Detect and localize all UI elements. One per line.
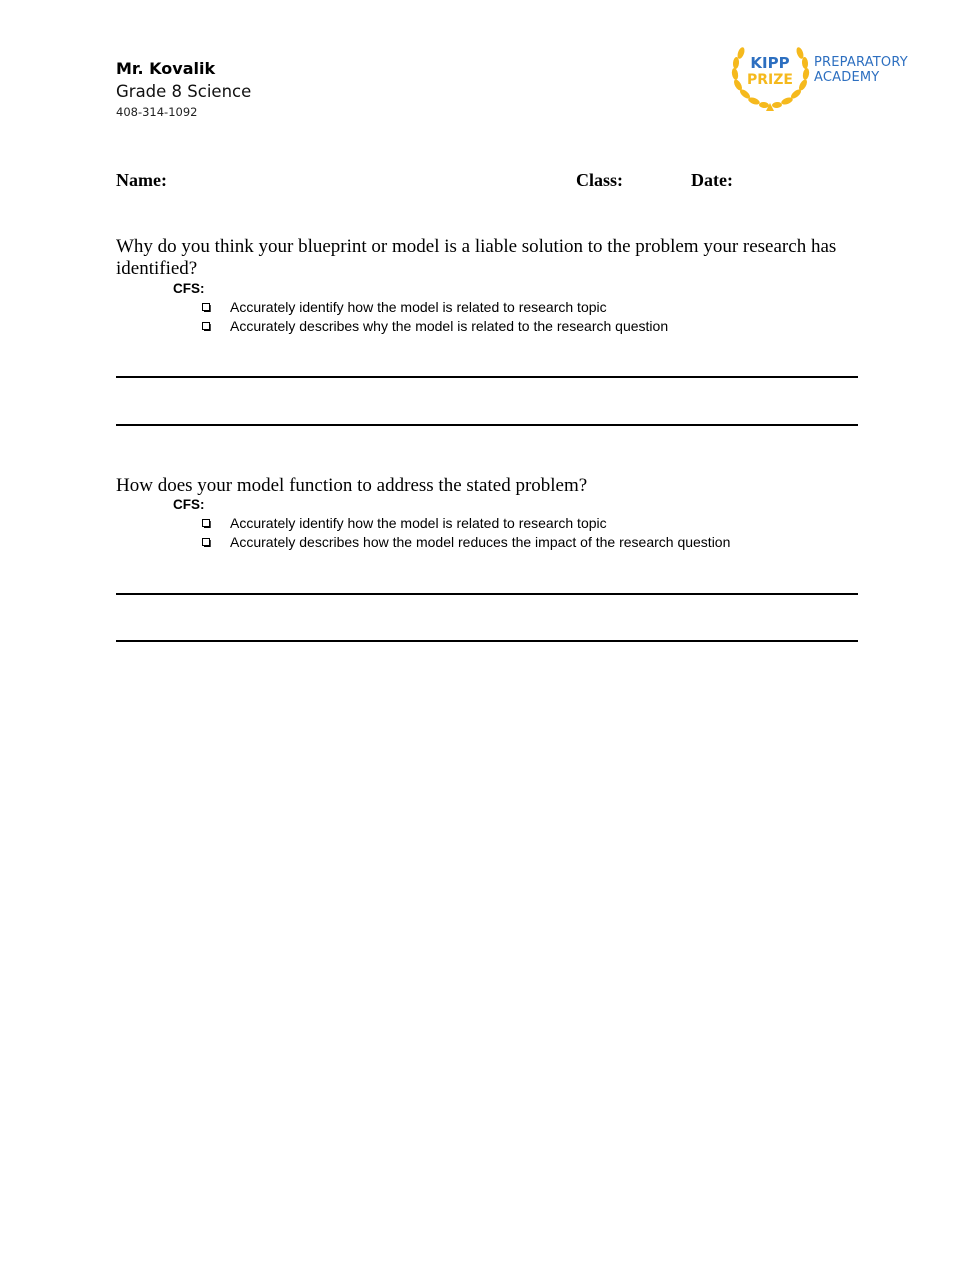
logo-academy-text xyxy=(814,55,908,85)
question-1-criteria xyxy=(202,298,668,336)
name-label: Name: xyxy=(116,170,167,190)
criteria-item xyxy=(202,298,668,317)
class-label: Class: xyxy=(576,170,624,190)
checkbox-icon xyxy=(202,538,211,547)
criteria-text: Accurately identify how the model is related to research topic xyxy=(230,515,607,531)
date-label: Date: xyxy=(691,170,733,190)
checkbox-icon xyxy=(202,322,211,331)
question-2-criteria xyxy=(202,514,730,552)
criteria-item xyxy=(202,514,730,533)
answer-line[interactable] xyxy=(116,424,858,426)
question-1-cfs-label: CFS: xyxy=(173,281,205,296)
teacher-info xyxy=(116,58,251,120)
criteria-text: Accurately identify how the model is related to research topic xyxy=(230,299,607,315)
answer-line[interactable] xyxy=(116,593,858,595)
logo-academy: ACADEMY xyxy=(814,70,880,85)
answer-line[interactable] xyxy=(116,640,858,642)
question-2-cfs-label: CFS: xyxy=(173,497,205,512)
criteria-text: Accurately describes why the model is related to the research question xyxy=(230,318,669,334)
checkbox-icon xyxy=(202,303,211,312)
teacher-phone: 408-314-1092 xyxy=(116,105,198,119)
criteria-text: Accurately describes how the model reduces the impact of the research question xyxy=(230,534,731,550)
question-1-prompt: Why do you think your blueprint or model is a liable solution to the problem your research has identified? xyxy=(116,236,837,279)
course-name: Grade 8 Science xyxy=(116,82,252,101)
logo-preparatory: PREPARATORY xyxy=(814,55,908,70)
question-2-prompt: How does your model function to address the stated problem? xyxy=(116,475,588,496)
logo-kipp-text: KIPP xyxy=(750,54,790,72)
answer-line[interactable] xyxy=(116,376,858,378)
school-logo xyxy=(728,33,918,113)
teacher-name: Mr. Kovalik xyxy=(116,59,216,78)
logo-prize-text: PRIZE xyxy=(747,72,793,88)
checkbox-icon xyxy=(202,519,211,528)
criteria-item xyxy=(202,317,668,336)
student-fields xyxy=(116,170,856,194)
laurel-wreath-icon xyxy=(728,33,813,113)
criteria-item xyxy=(202,533,730,552)
